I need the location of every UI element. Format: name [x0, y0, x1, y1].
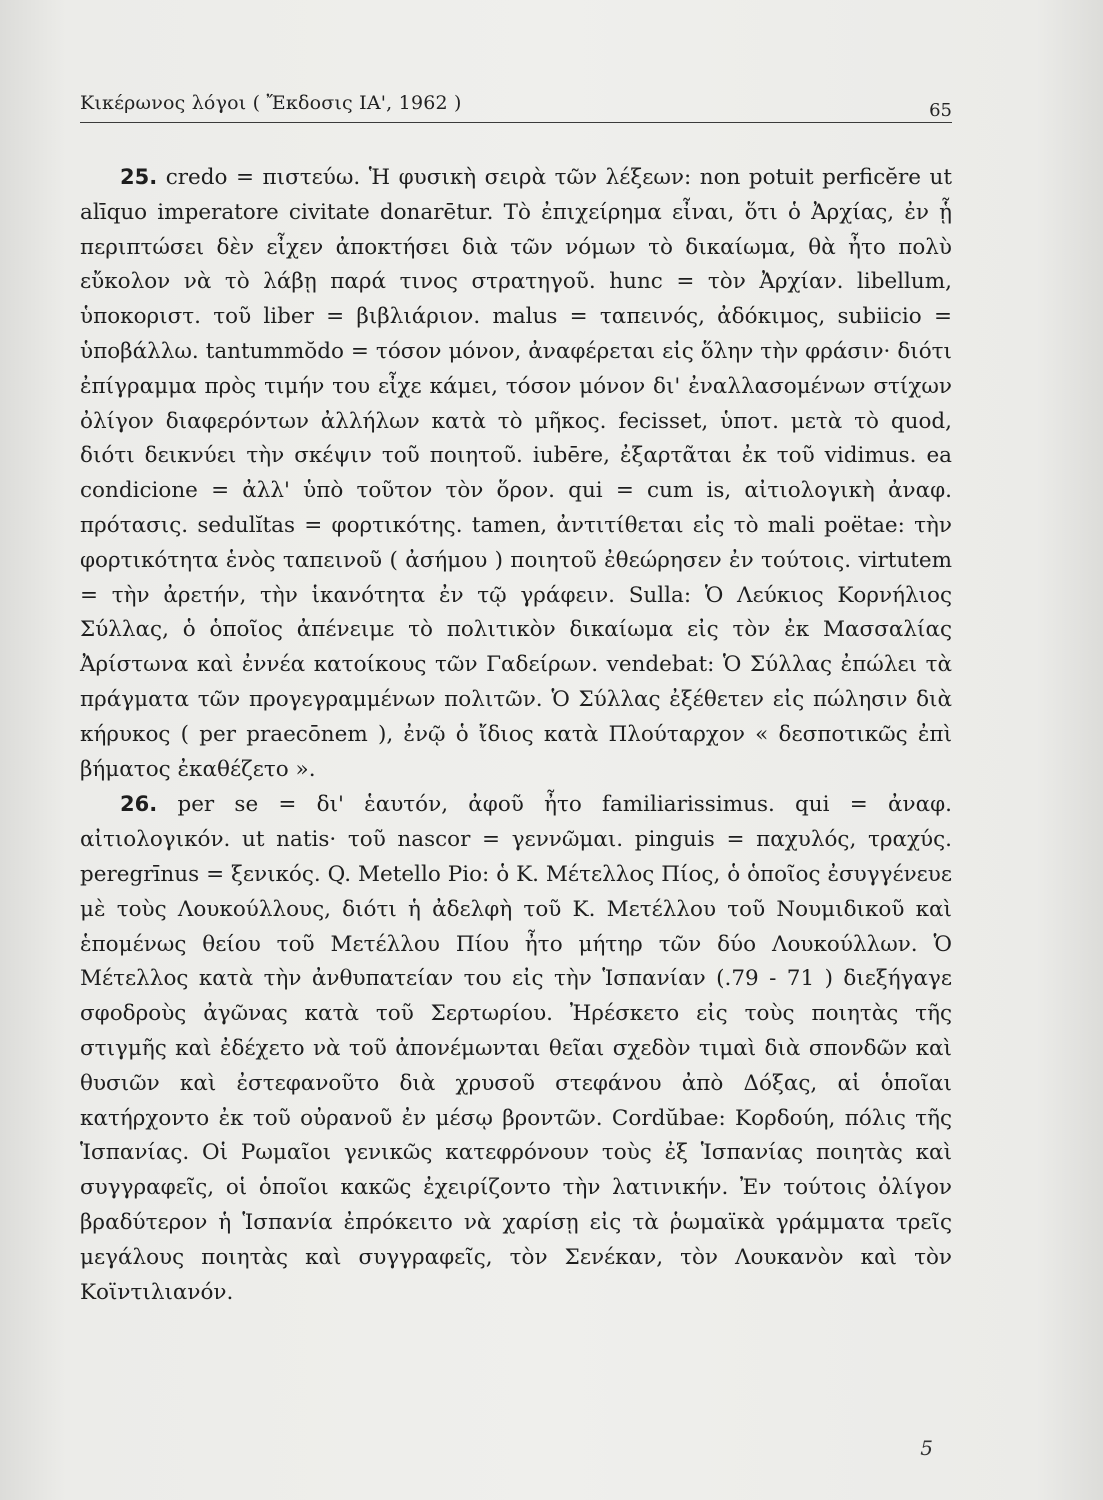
paragraph-text: credo = πιστεύω. Ἡ φυσικὴ σειρὰ τῶν λέξεων: non potuit perficĕre ut alīquo imperatore civitate donarētur. Τὸ ἐπιχείρημα εἶναι, ὅτι ὁ Ἀρχίας, ἐν ᾗ περιπτώσει δὲν εἶχεν ἀποκτήσει διὰ τῶν νόμων τὸ δικαίωμα, θὰ ἦτο πολὺ εὔκολον νὰ τὸ λάβῃ παρά τινος στρατηγοῦ. hunc = τὸν Ἀρχίαν. libellum, ὑποκοριστ. τοῦ liber = βιβλιάριον. malus = ταπεινός, ἀδόκιμος, subiicio = ὑποβάλλω. tantummŏdo = τόσον μόνον, ἀναφέρεται εἰς ὅλην τὴν φράσιν· διότι ἐπίγραμμα πρὸς τιμήν του εἶχε κάμει, τόσον μόνον δι' ἐναλλασομένων στίχων ὀλίγον διαφερόντων ἀλλήλων κατὰ τὸ μῆκος. fecisset, ὑποτ. μετὰ τὸ quod, διότι δεικνύει τὴν σκέψιν τοῦ ποιητοῦ. iubēre, ἐξαρτᾶται ἐκ τοῦ vidimus. ea condicione = ἀλλ' ὑπὸ τοῦτον τὸν ὅρον. qui = cum is, αἰτιολογικὴ ἀναφ. πρότασις. sedulĭtas = φορτικότης. tamen, ἀντιτίθεται εἰς τὸ mali poëtae: τὴν φορτικότητα ἑνὸς ταπεινοῦ ( ἀσήμου ) ποιητοῦ ἐθεώρησεν ἐν τούτοις. virtutem = τὴν ἀρετήν, τὴν ἱκανότητα ἐν τῷ γράφειν. Sulla: Ὁ Λεύκιος Κορνήλιος Σύλλας, ὁ ὁποῖος ἀπένειμε τὸ πολιτικὸν δικαίωμα εἰς τὸν ἐκ Μασσαλίας Ἀρίστωνα καὶ ἐννέα κατοίκους τῶν Γαδείρων. vendebat: Ὁ Σύλλας ἐπώλει τὰ πράγματα τῶν προγεγραμμένων πολιτῶν. Ὁ Σύλλας ἐξέθετεν εἰς πώλησιν διὰ κήρυκος ( per praecōnem ), ἐνῷ ὁ ἴδιος κατὰ Πλούταρχον « δεσποτικῶς ἐπὶ βήματος ἐκαθέζετο ».: [80, 165, 952, 782]
page-number: 65: [929, 100, 952, 121]
commentary-body: [80, 160, 952, 1310]
running-head: Κικέρωνος λόγοι ( Ἔκδοσις ΙΑ', 1962 ): [80, 92, 462, 114]
signature-mark: 5: [920, 1436, 933, 1460]
paragraph-number: 25.: [120, 165, 158, 189]
paragraph-number: 26.: [120, 792, 158, 817]
paragraph-25: [80, 160, 952, 787]
paragraph-text: per se = δι' ἑαυτόν, ἀφοῦ ἦτο familiarissimus. qui = ἀναφ. αἰτιολογικόν. ut natis· τοῦ nascor = γεννῶμαι. pinguis = παχυλός, τραχύς. peregrīnus = ξενικός. Q. Metello Pio: ὁ Κ. Μέτελλος Πίος, ὁ ὁποῖος ἐσυγγένευε μὲ τοὺς Λουκούλλους, διότι ἡ ἀδελφὴ τοῦ Κ. Μετέλλου τοῦ Νουμιδικοῦ καὶ ἑπομένως θείου τοῦ Μετέλλου Πίου ἦτο μήτηρ τῶν δύο Λουκούλλων. Ὁ Μέτελλος κατὰ τὴν ἀνθυπατείαν του εἰς τὴν Ἱσπανίαν (.79 - 71 ) διεξήγαγε σφοδροὺς ἀγῶνας κατὰ τοῦ Σερτωρίου. Ἠρέσκετο εἰς τοὺς ποιητὰς τῆς στιγμῆς καὶ ἐδέχετο νὰ τοῦ ἀπονέμωνται θεῖαι σχεδὸν τιμαὶ διὰ σπονδῶν καὶ θυσιῶν καὶ ἐστεφανοῦτο διὰ χρυσοῦ στεφάνου ἀπὸ Δόξας, αἱ ὁποῖαι κατήρχοντο ἐκ τοῦ οὐρανοῦ ἐν μέσῳ βροντῶν. Cordŭbae: Κορδούη, πόλις τῆς Ἱσπανίας. Οἱ Ρωμαῖοι γενικῶς κατεφρόνουν τοὺς ἐξ Ἱσπανίας ποιητὰς καὶ συγγραφεῖς, οἱ ὁποῖοι κακῶς ἐχειρίζοντο τὴν λατινικήν. Ἐν τούτοις ὀλίγον βραδύτερον ἡ Ἱσπανία ἐπρόκειτο νὰ χαρίσῃ εἰς τὰ ῥωμαϊκὰ γράμματα τρεῖς μεγάλους ποιητὰς καὶ συγγραφεῖς, τὸν Σενέκαν, τὸν Λουκανὸν καὶ τὸν Κοϊντιλιανόν.: [80, 792, 952, 1305]
page-header: [80, 88, 952, 123]
paragraph-26: [80, 787, 952, 1310]
